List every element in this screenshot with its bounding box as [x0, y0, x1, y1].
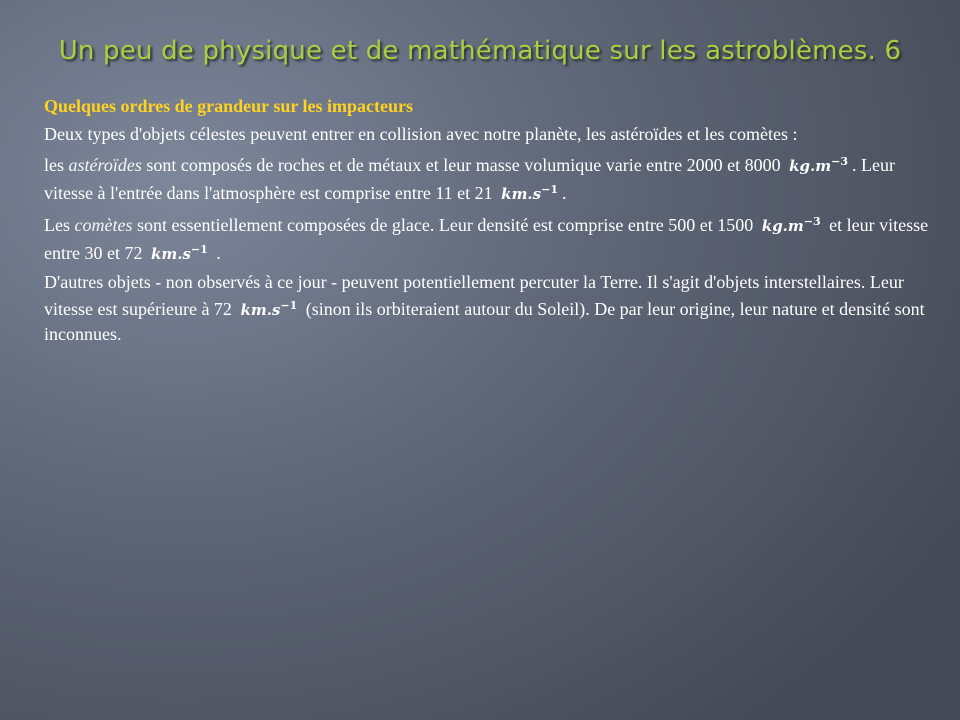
text: . Leur vitesse à l'entrée dans l'atmosphère est comprise entre 11 et 21 — [44, 155, 895, 203]
paragraph-intro: Deux types d'objets célestes peuvent entrer en collision avec notre planète, les astéroïdes et les comètes : — [44, 124, 798, 144]
text: D'autres objets - non observés à ce jour - peuvent potentiellement percuter la Terre. Il s'agit d'objets interstellaires. Leur vitesse est supérieure à 72 — [44, 272, 904, 319]
paragraph-interstellar — [44, 270, 934, 346]
slide-body — [44, 94, 934, 350]
paragraph-comets — [44, 210, 934, 266]
paragraph-asteroids — [44, 150, 934, 206]
text: sont composés de roches et de métaux et leur masse volumique varie entre 2000 et 8000 — [146, 155, 781, 175]
unit-speed: $km.s^{-1}$ — [150, 243, 208, 263]
text: sont essentiellement composées de glace. Leur densité est comprise entre 500 et 1500 — [136, 215, 754, 235]
term-comets: comètes — [74, 215, 133, 235]
unit-density: $kg.m^{-3}$ — [761, 215, 821, 235]
unit-density: $kg.m^{-3}$ — [789, 155, 849, 175]
slide-title: Un peu de physique et de mathématique sur les astroblèmes. 6 — [58, 36, 902, 66]
text: (sinon ils orbiteraient autour du Soleil). De par leur origine, leur nature et densité sont inconnues. — [44, 299, 925, 344]
unit-speed: $km.s^{-1}$ — [501, 183, 558, 203]
text: Les — [44, 215, 70, 235]
text: . — [216, 243, 221, 263]
unit-speed: $km.s^{-1}$ — [240, 299, 298, 319]
section-heading: Quelques ordres de grandeur sur les impacteurs — [44, 96, 414, 116]
text: les — [44, 155, 64, 175]
text: et leur vitesse entre 30 et 72 — [44, 215, 929, 263]
term-asteroids: astéroïdes — [68, 155, 142, 175]
text: . — [561, 183, 567, 203]
